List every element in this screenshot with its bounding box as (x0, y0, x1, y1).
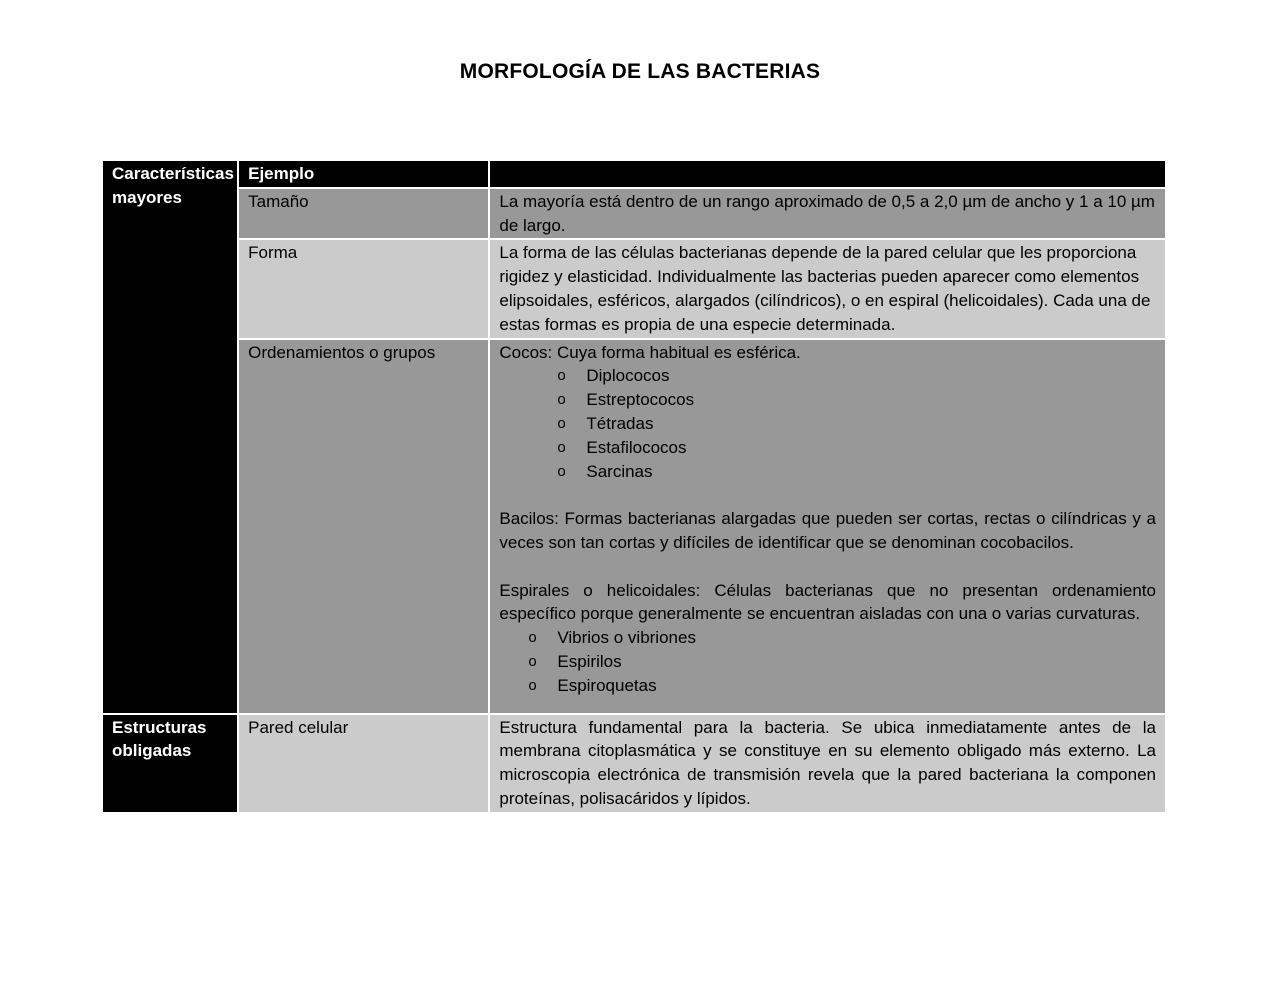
cocos-intro: Cocos: Cuya forma habitual es esférica. (499, 342, 801, 362)
document-title: MORFOLOGÍA DE LAS BACTERIAS (459, 60, 821, 83)
header-description (489, 161, 1165, 188)
row-example-size: Tamaño (238, 188, 489, 240)
row-example-cell-wall: Pared celular (238, 714, 489, 813)
table-row (103, 239, 1165, 338)
bullet-icon: o (557, 438, 566, 456)
list-item: o Diplococos (499, 364, 1156, 388)
row-description-arrangements (489, 339, 1165, 714)
bullet-icon: o (557, 367, 566, 385)
category-cell-required: Estructuras obligadas (103, 714, 238, 813)
espirales-paragraph: Espirales o helicoidales: Células bacterianas que no presentan ordenamiento específico porque generalmente se encuentran aisladas con una o varias curvaturas. (499, 580, 1156, 624)
list-item: o Espirilos (499, 650, 1156, 674)
row-description-size: La mayoría está dentro de un rango aproximado de 0,5 a 2,0 µm de ancho y 1 a 10 µm de largo. (489, 188, 1165, 240)
header-example: Ejemplo (238, 161, 489, 188)
morphology-table (103, 161, 1165, 814)
table-row (103, 188, 1165, 240)
bacilos-paragraph: Bacilos: Formas bacterianas alargadas que pueden ser cortas, rectas o cilíndricas y a veces son tan cortas y difíciles de identificar que se denominan cocobacilos. (499, 509, 1156, 552)
table-row (103, 339, 1165, 714)
list-item: o Estafilococos (499, 436, 1156, 460)
list-item: o Espiroquetas (499, 674, 1156, 698)
category-cell-major: Características mayores (103, 161, 238, 714)
row-description-shape: La forma de las células bacterianas depende de la pared celular que les proporciona rigidez y elasticidad. Individualmente las bacterias pueden aparecer como elementos elipsoidales, esféricos, alargados (cilíndricos), o en espiral (helicoidales). Cada una de estas formas es propia de una especie determinada. (489, 239, 1165, 338)
espirales-list (499, 626, 1156, 697)
bullet-icon: o (557, 414, 566, 432)
row-description-cell-wall: Estructura fundamental para la bacteria. Se ubica inmediatamente antes de la membrana citoplasmática y se constituye en su elemento obligado más externo. La microscopia electrónica de transmisión revela que la pared bacteriana la componen proteínas, polisacáridos y lípidos. (489, 714, 1165, 813)
bullet-icon: o (528, 629, 537, 647)
bullet-icon: o (528, 652, 537, 670)
list-item: o Tétradas (499, 412, 1156, 436)
bullet-icon: o (528, 676, 537, 694)
cocos-list (499, 364, 1156, 483)
list-item: o Estreptococos (499, 388, 1156, 412)
bullet-icon: o (557, 391, 566, 409)
table-header-row (103, 161, 1165, 188)
bullet-icon: o (557, 462, 566, 480)
table-row (103, 714, 1165, 813)
row-example-shape: Forma (238, 239, 489, 338)
row-example-arrangements: Ordenamientos o grupos (238, 339, 489, 714)
list-item: o Vibrios o vibriones (499, 626, 1156, 650)
list-item: o Sarcinas (499, 460, 1156, 484)
